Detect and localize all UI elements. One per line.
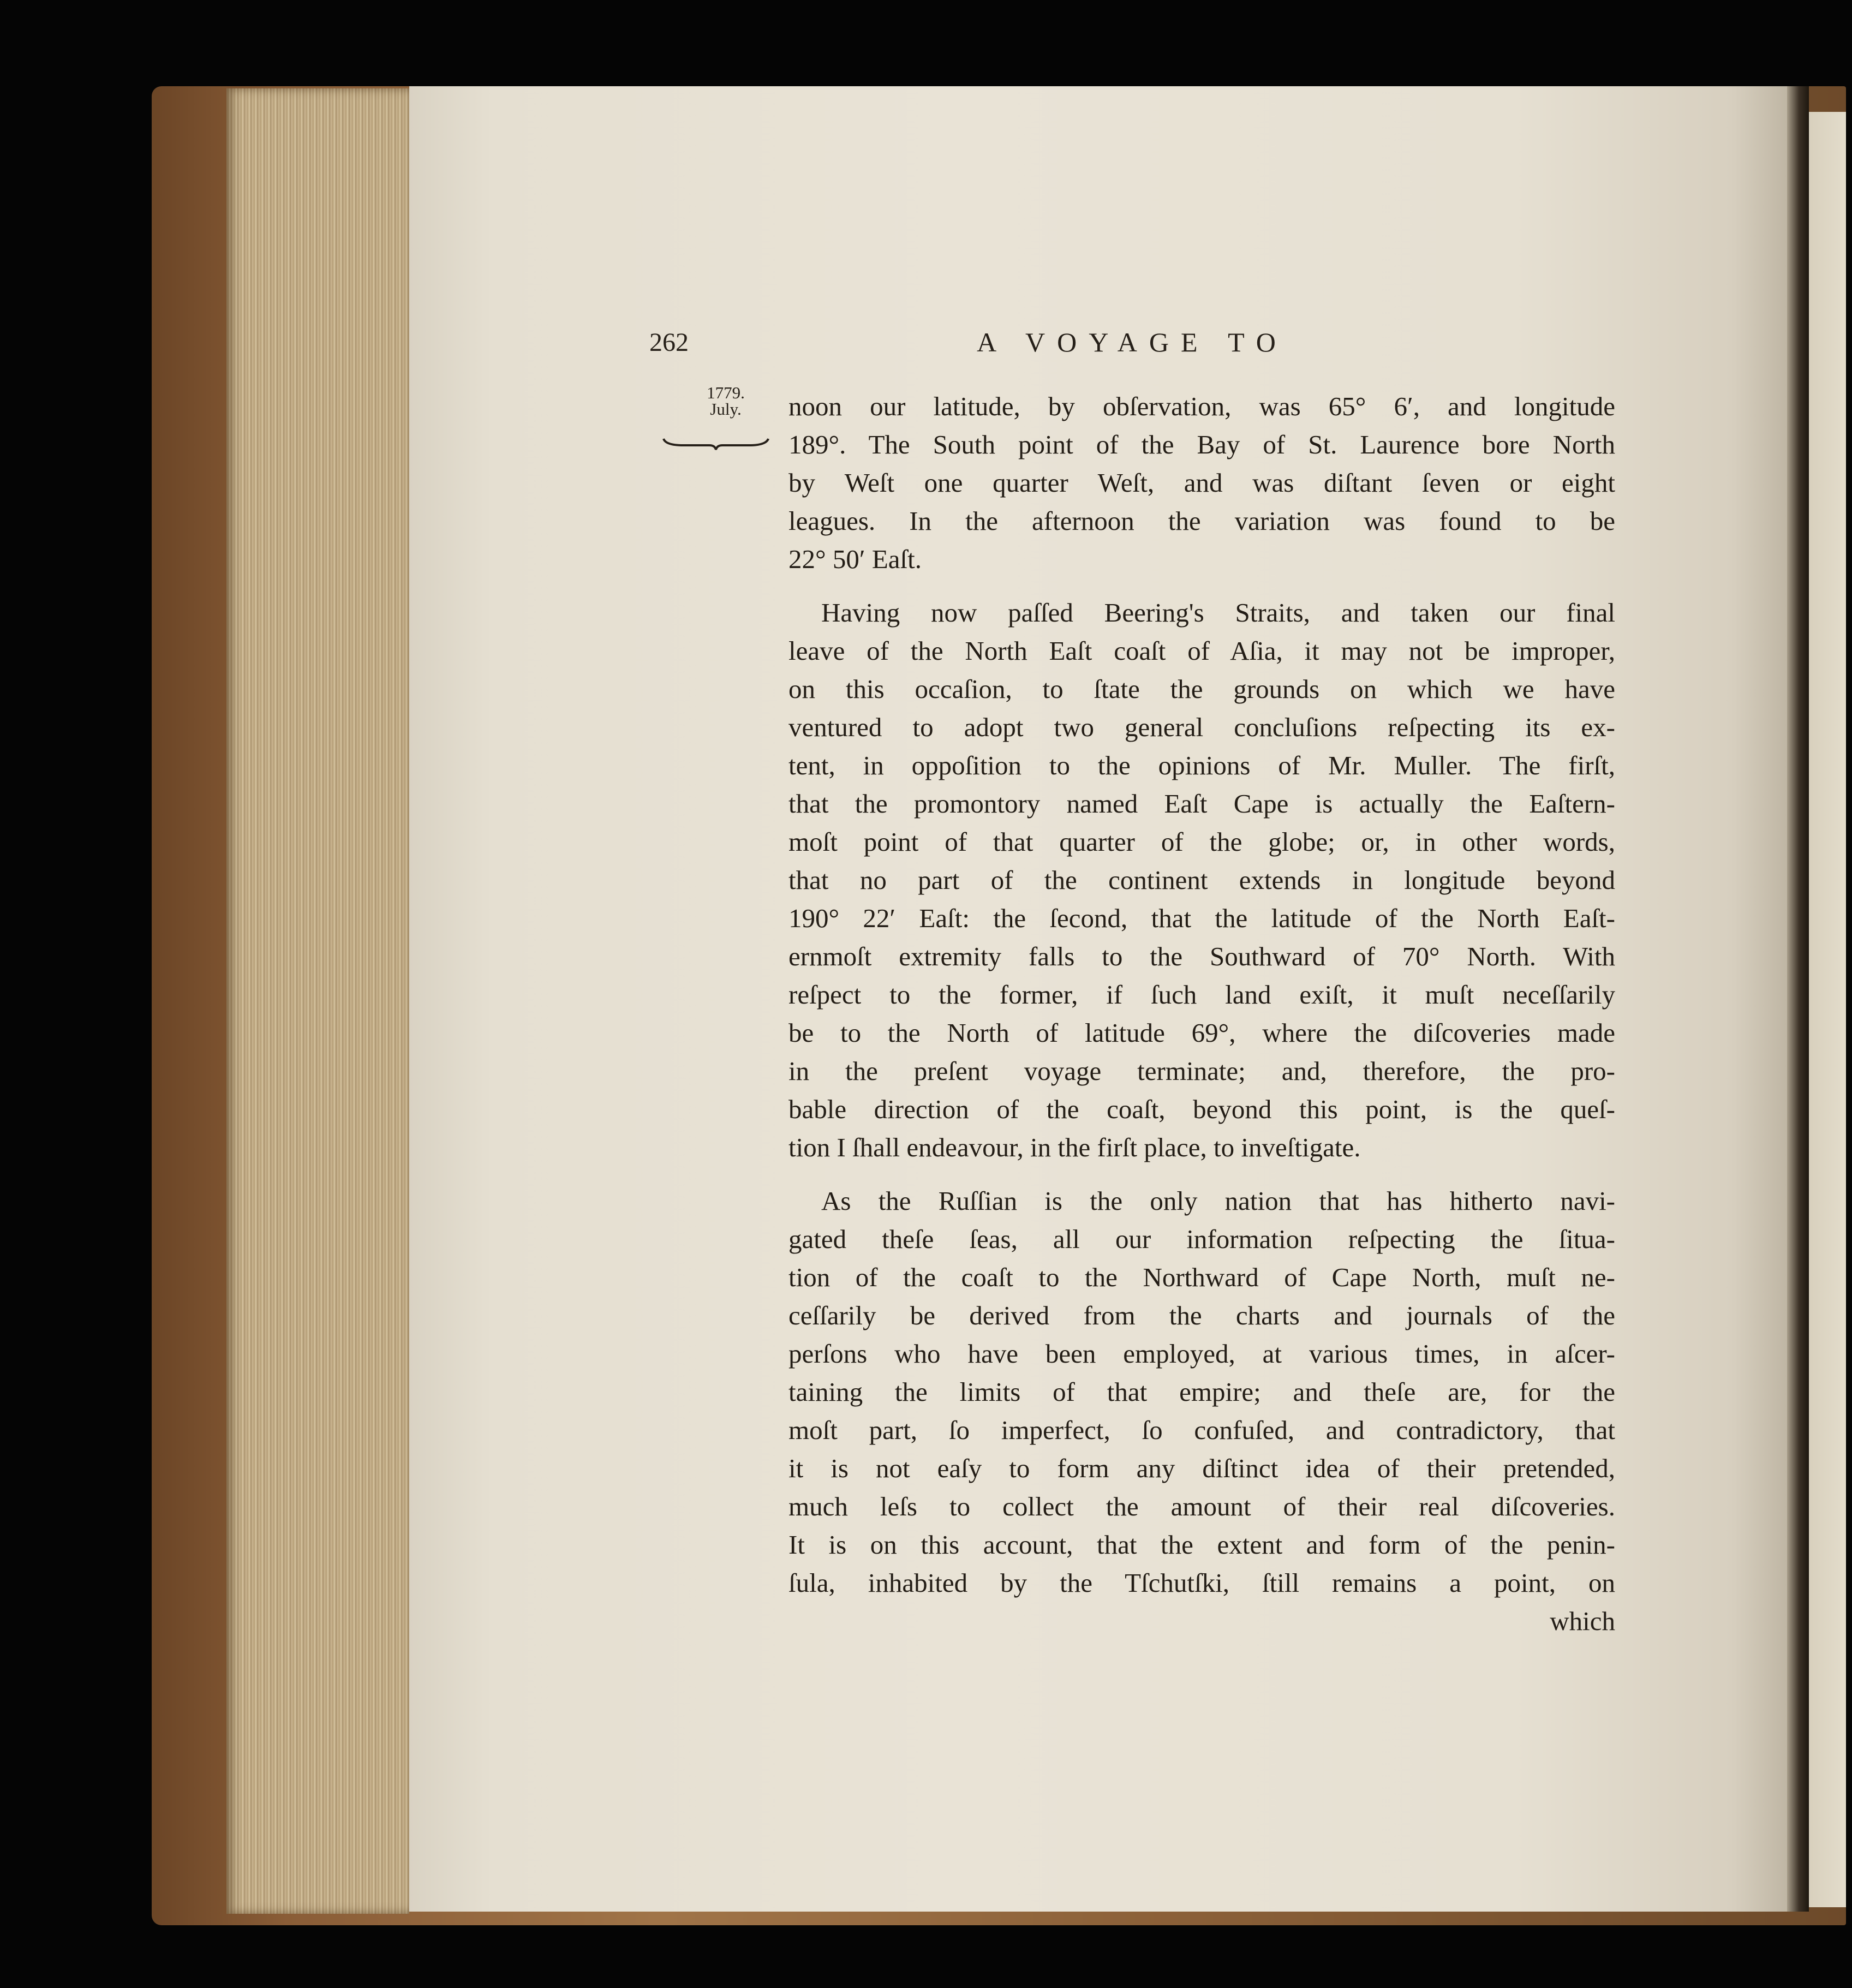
text-line: noon our latitude, by obſervation, was 65° 6′, and longitude (788, 391, 1615, 421)
text-line: moſt part, ſo imperfect, ſo confuſed, and contradictory, that (788, 1415, 1615, 1445)
page-header (649, 327, 1615, 366)
text-line: on this occaſion, to ſtate the grounds on which we have (788, 674, 1615, 704)
text-line: that the promontory named Eaſt Cape is actually the Eaſtern- (788, 789, 1615, 819)
margin-note (679, 385, 772, 417)
text-line: It is on this account, that the extent and form of the penin- (788, 1530, 1615, 1560)
text-line: ventured to adopt two general concluſions reſpecting its ex- (788, 712, 1615, 742)
text-line: leagues. In the afternoon the variation was found to be (788, 506, 1615, 536)
text-line: 190° 22′ Eaſt: the ſecond, that the latitude of the North Eaſt- (788, 903, 1615, 933)
text-line: by Weſt one quarter Weſt, and was diſtant ſeven or eight (788, 468, 1615, 498)
margin-note-year: 1779. (707, 383, 745, 402)
paragraph (788, 594, 1615, 1167)
text-line: 189°. The South point of the Bay of St. Laurence bore North (788, 429, 1615, 459)
text-line: tent, in oppoſition to the opinions of Mr. Muller. The firſt, (788, 750, 1615, 780)
text-line: it is not eaſy to form any diſtinct idea of their pretended, (788, 1453, 1615, 1483)
facing-page-edge (1809, 112, 1846, 1907)
text-line: Having now paſſed Beering's Straits, and taken our final (821, 598, 1615, 628)
text-line: in the preſent voyage terminate; and, therefore, the pro- (788, 1056, 1615, 1086)
catchword: which (1550, 1606, 1615, 1636)
text-line: tion of the coaſt to the Northward of Cape North, muſt ne- (788, 1262, 1615, 1292)
text-line: moſt point of that quarter of the globe; or, in other words, (788, 827, 1615, 857)
paragraph (788, 387, 1615, 578)
body-text (788, 387, 1615, 1640)
text-line: that no part of the continent extends in longitude beyond (788, 865, 1615, 895)
text-line: taining the limits of that empire; and theſe are, for the (788, 1377, 1615, 1407)
running-title: A VOYAGE TO (977, 327, 1288, 357)
text-line: bable direction of the coaſt, beyond this point, is the queſ- (788, 1094, 1615, 1124)
text-line: perſons who have been employed, at various times, in aſcer- (788, 1339, 1615, 1369)
text-line: 22° 50′ Eaſt. (788, 544, 922, 574)
book-gutter (1787, 86, 1809, 1912)
margin-note-month: July. (710, 399, 742, 419)
text-line: ceſſarily be derived from the charts and journals of the (788, 1300, 1615, 1330)
text-line: reſpect to the former, if ſuch land exiſt, it muſt neceſſarily (788, 980, 1615, 1010)
margin-brace (661, 437, 770, 451)
page-number: 262 (649, 328, 689, 357)
text-line: ſula, inhabited by the Tſchutſki, ſtill remains a point, on (788, 1568, 1615, 1598)
text-line: As the Ruſſian is the only nation that has hitherto navi- (821, 1186, 1615, 1216)
text-line: leave of the North Eaſt coaſt of Aſia, it may not be improper, (788, 636, 1615, 666)
text-line: gated theſe ſeas, all our information reſpecting the ſitua- (788, 1224, 1615, 1254)
text-line: be to the North of latitude 69°, where the diſcoveries made (788, 1018, 1615, 1048)
page-edges (226, 88, 409, 1914)
paragraph (788, 1182, 1615, 1602)
text-line: much leſs to collect the amount of their real diſcoveries. (788, 1491, 1615, 1521)
text-line: ernmoſt extremity falls to the Southward of 70° North. With (788, 941, 1615, 971)
text-line: tion I ſhall endeavour, in the firſt place, to inveſtigate. (788, 1132, 1361, 1162)
